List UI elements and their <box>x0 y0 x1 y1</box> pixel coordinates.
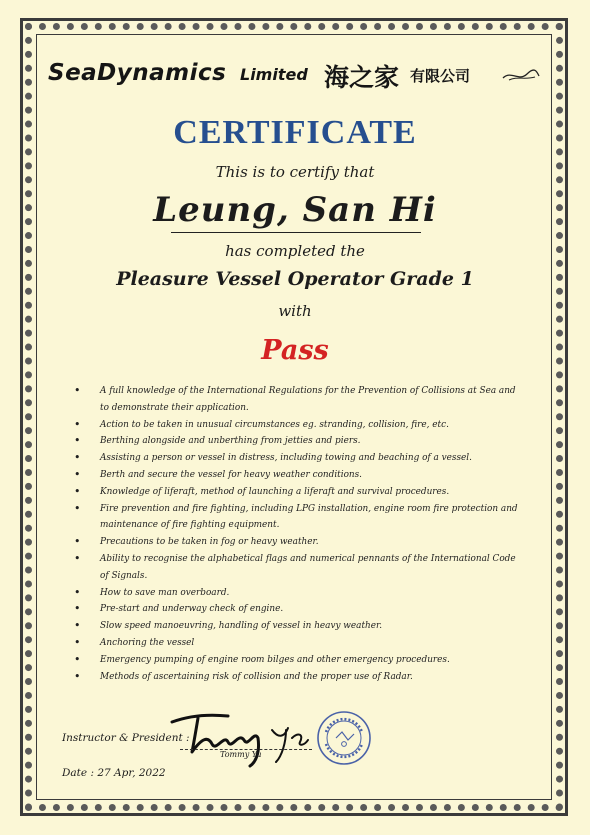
bullet-icon: • <box>74 451 81 465</box>
bullet-icon: • <box>74 417 81 431</box>
list-item-text: Precautions to be taken in fog or heavy weather. <box>100 537 319 548</box>
brand-suffix-cn: 有限公司 <box>410 67 471 85</box>
certificate-title: CERTIFICATE <box>173 114 417 151</box>
name-underline <box>171 232 421 233</box>
list-item <box>66 383 526 417</box>
list-item-text: A full knowledge of the International Regulations for the Prevention of Collisions at Sea and to demonstrate their application. <box>100 386 516 413</box>
bullet-icon: • <box>74 434 81 448</box>
list-item-text: Slow speed manoeuvring, handling of vessel in heavy weather. <box>100 621 383 632</box>
bullet-icon: • <box>74 635 81 649</box>
list-item-text: Action to be taken in unusual circumstances eg. stranding, collision, fire, etc. <box>100 419 449 430</box>
bullet-icon: • <box>74 585 81 599</box>
list-item <box>66 534 526 551</box>
list-item-text: Fire prevention and fire fighting, including LPG installation, engine room fire protection and maintenance of fire fighting equipment. <box>100 503 518 531</box>
list-item-text: Methods of ascertaining risk of collision and the proper use of Radar. <box>100 671 413 682</box>
list-item-text: Knowledge of liferaft, method of launching a liferaft and survival procedures. <box>100 486 450 497</box>
list-item <box>66 417 526 434</box>
bullet-icon: • <box>74 467 81 481</box>
bullet-icon: • <box>74 535 81 549</box>
bullet-icon: • <box>74 501 81 515</box>
with-line: with <box>278 302 312 320</box>
list-item-text: Pre-start and underway check of engine. <box>100 604 284 615</box>
list-item <box>66 551 526 585</box>
bullet-icon: • <box>74 484 81 498</box>
handwritten-signature <box>168 708 318 770</box>
list-item <box>66 467 526 484</box>
list-item <box>66 450 526 467</box>
bullet-icon: • <box>74 652 81 666</box>
brand-name-cn: 海之家 <box>324 63 400 92</box>
list-item <box>66 652 526 669</box>
list-item-text: Berth and secure the vessel for heavy weather conditions. <box>100 469 363 480</box>
list-item-text: Assisting a person or vessel in distress, including towing and beaching of a vessel. <box>100 453 472 464</box>
list-item <box>66 635 526 652</box>
competency-list <box>66 383 526 685</box>
company-header <box>48 58 548 94</box>
bullet-icon: • <box>74 602 81 616</box>
bullet-icon: • <box>74 669 81 683</box>
completed-line: has completed the <box>225 242 365 260</box>
list-item <box>66 484 526 501</box>
list-item-text: Emergency pumping of engine room bilges and other emergency procedures. <box>100 654 450 665</box>
signatory-name: Tommy Yu <box>220 750 262 759</box>
result-grade: Pass <box>261 335 329 366</box>
bullet-icon: • <box>74 619 81 633</box>
list-item <box>66 669 526 686</box>
list-item <box>66 585 526 602</box>
certify-line: This is to certify that <box>215 163 375 181</box>
list-item <box>66 433 526 450</box>
brand-name-en: SeaDynamics <box>48 60 227 86</box>
wave-logo-icon <box>501 66 541 86</box>
list-item <box>66 601 526 618</box>
bullet-icon: • <box>74 384 81 397</box>
list-item <box>66 618 526 635</box>
brand-suffix-en: Limited <box>240 65 308 84</box>
bullet-icon: • <box>74 551 81 565</box>
recipient-name: Leung, San Hi <box>153 190 437 230</box>
signatory-label: Instructor & President : <box>62 732 190 744</box>
list-item <box>66 501 526 535</box>
company-seal-icon <box>316 710 372 766</box>
list-item-text: Ability to recognise the alphabetical flags and numerical pennants of the International Code of Signals. <box>100 553 516 581</box>
list-item-text: Berthing alongside and unberthing from jetties and piers. <box>100 436 361 447</box>
list-item-text: Anchoring the vessel <box>100 637 195 648</box>
course-name: Pleasure Vessel Operator Grade 1 <box>116 268 474 290</box>
issue-date: Date : 27 Apr, 2022 <box>62 767 166 779</box>
list-item-text: How to save man overboard. <box>100 587 230 598</box>
